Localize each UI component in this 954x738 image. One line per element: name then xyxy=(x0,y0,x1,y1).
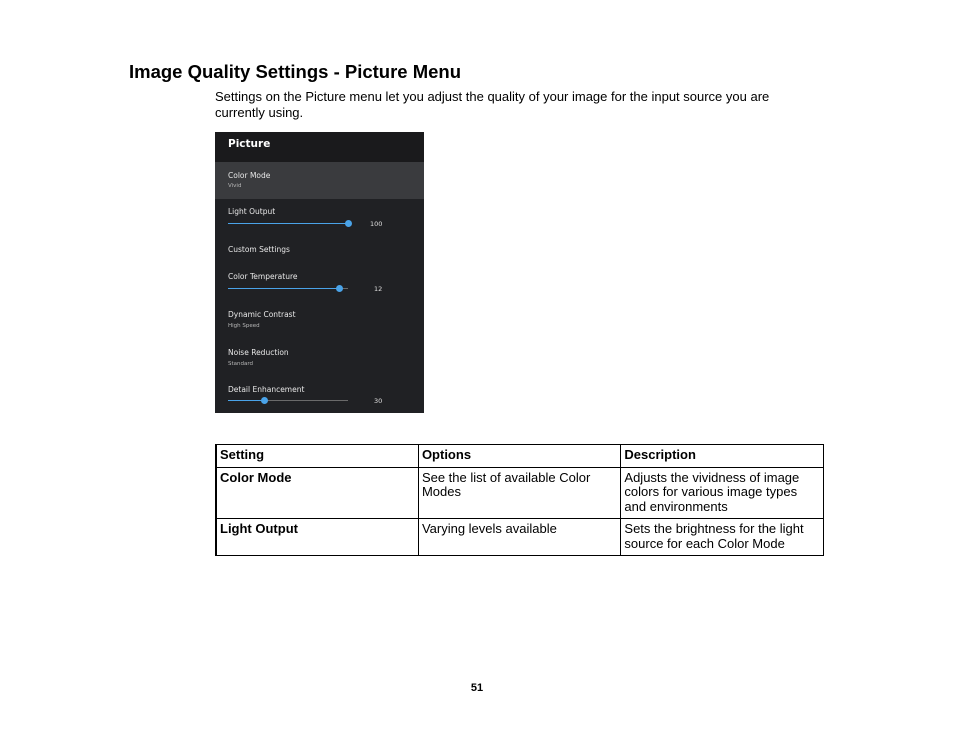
menu-item-label: Light Output xyxy=(228,207,276,216)
slider-fill xyxy=(228,400,264,401)
menu-item-custom-settings xyxy=(215,237,424,267)
menu-item-detail-enhancement xyxy=(215,380,424,413)
table-row xyxy=(216,467,824,519)
menu-item-dynamic-contrast xyxy=(215,305,424,343)
options-cell: See the list of available Color Modes xyxy=(418,467,620,519)
menu-item-label: Custom Settings xyxy=(228,245,290,254)
slider-knob xyxy=(261,397,268,404)
slider-knob xyxy=(336,285,343,292)
description-cell: Adjusts the vividness of image colors for various image types and environments xyxy=(621,467,824,519)
description-cell: Sets the brightness for the light source for each Color Mode xyxy=(621,519,824,556)
slider-knob xyxy=(345,220,352,227)
page-title: Image Quality Settings - Picture Menu xyxy=(129,61,462,82)
menu-item-value: Vivid xyxy=(228,183,242,189)
slider-value: 12 xyxy=(374,285,383,293)
table-header-row xyxy=(216,445,824,468)
slider-fill xyxy=(228,288,340,289)
setting-cell: Light Output xyxy=(216,519,418,556)
menu-item-value: High Speed xyxy=(228,323,260,329)
menu-item-label: Dynamic Contrast xyxy=(228,310,296,319)
table-header: Description xyxy=(621,445,824,468)
table-row xyxy=(216,519,824,556)
intro-paragraph: Settings on the Picture menu let you adjust the quality of your image for the input source you are currently using. xyxy=(215,89,770,120)
light-output-slider xyxy=(228,223,348,224)
menu-item-value: Standard xyxy=(228,361,254,367)
detail-enhancement-slider xyxy=(228,400,348,401)
menu-item-color-temperature xyxy=(215,267,424,305)
menu-item-label: Color Temperature xyxy=(228,272,298,281)
menu-title: Picture xyxy=(215,132,424,162)
menu-item-light-output xyxy=(215,199,424,237)
menu-item-color-mode xyxy=(215,162,424,199)
page-number: 51 xyxy=(470,682,484,694)
slider-value: 100 xyxy=(370,220,383,228)
table-header: Options xyxy=(418,445,620,468)
table-header: Setting xyxy=(216,445,418,468)
slider-value: 30 xyxy=(374,397,383,405)
menu-item-label: Noise Reduction xyxy=(228,348,289,357)
menu-item-label: Detail Enhancement xyxy=(228,385,305,394)
options-cell: Varying levels available xyxy=(418,519,620,556)
color-temperature-slider xyxy=(228,288,348,289)
menu-item-noise-reduction xyxy=(215,343,424,380)
settings-table xyxy=(215,444,824,556)
setting-cell: Color Mode xyxy=(216,467,418,519)
slider-fill xyxy=(228,223,348,224)
picture-menu-screenshot xyxy=(215,132,424,413)
menu-item-label: Color Mode xyxy=(228,171,271,180)
